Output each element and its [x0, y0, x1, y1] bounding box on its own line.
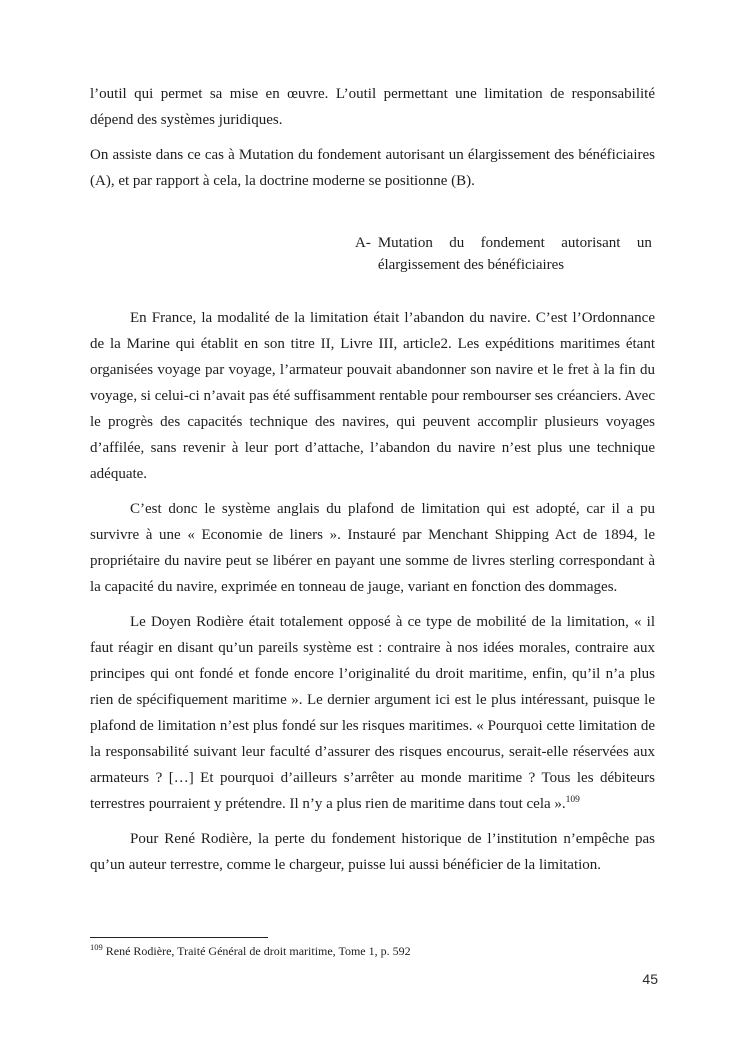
- paragraph-rene-rodiere: Pour René Rodière, la perte du fondement historique de l’institution n’empêche pas qu’un auteur terrestre, comme le chargeur, puisse lui aussi bénéficier de la limitation.: [90, 831, 655, 873]
- footnote-separator-rule: [90, 937, 268, 938]
- page-number: 45: [642, 971, 658, 987]
- paragraph-systeme-anglais: C’est donc le système anglais du plafond de limitation qui est adopté, car il a pu survivre à une « Economie de liners ». Instauré par Menchant Shipping Act de 1894, le propriétaire du navire peut se libérer en payant une somme de livres sterling correspondant à la capacité du navire, exprimée en tonneau de jauge, variant en fonction des dommages.: [90, 501, 655, 595]
- section-heading-marker: A-: [355, 235, 371, 251]
- paragraph-intro-1: l’outil qui permet sa mise en œuvre. L’outil permettant une limitation de responsabilité dépend des systèmes juridiques.: [90, 86, 655, 128]
- footnote-reference-109: 109: [565, 795, 580, 805]
- footnote-109-number: 109: [90, 942, 103, 952]
- paragraph-france-abandon: En France, la modalité de la limitation était l’abandon du navire. C’est l’Ordonnance de la Marine qui établit en son titre II, Livre III, article2. Les expéditions maritimes étant organisées voyage par voyage, l’armateur pouvait abandonner son navire et le fret à la fin du voyage, si celui-ci n’avait pas été suffisamment rentable pour rembourser ses créanciers. Avec le progrès des capacités technique des navires, qui peuvent accomplir plusieurs voyages d’affilée, sans revenir à leur port d’attache, l’abandon du navire n’est plus une technique adéquate.: [90, 310, 655, 482]
- section-heading-text: Mutation du fondement autorisant un élargissement des bénéficiaires: [377, 235, 652, 273]
- paragraph-doyen-rodiere-text: Le Doyen Rodière était totalement opposé à ce type de mobilité de la limitation, « il faut réagir en disant qu’un pareils système est : contraire à nos idées morales, contraire aux principes qui ont fondé et fonde encore l’originalité du droit maritime, enfin, qu’il n’a plus rien de spécifiquement maritime ». Le dernier argument ici est le plus intéressant, puisque le plafond de limitation n’est plus fondé sur les risques maritimes. « Pourquoi cette limitation de la responsabilité suivant leur faculté d’assurer des risques encourus, serait-elle réservées aux armateurs ? […] Et pourquoi d’ailleurs s’arrêter au monde maritime ? Tous les débiteurs terrestres pourraient y prétendre. Il n’y a plus rien de maritime dans tout cela ».: [90, 614, 655, 812]
- section-heading-a: [355, 232, 655, 276]
- footnote-109: [90, 943, 655, 960]
- footnote-area: [90, 937, 655, 960]
- paragraph-doyen-rodiere: [90, 609, 655, 817]
- paragraph-intro-2: On assiste dans ce cas à Mutation du fondement autorisant un élargissement des bénéficiaires (A), et par rapport à cela, la doctrine moderne se positionne (B).: [90, 147, 655, 189]
- footnote-109-text: René Rodière, Traité Général de droit maritime, Tome 1, p. 592: [105, 944, 411, 958]
